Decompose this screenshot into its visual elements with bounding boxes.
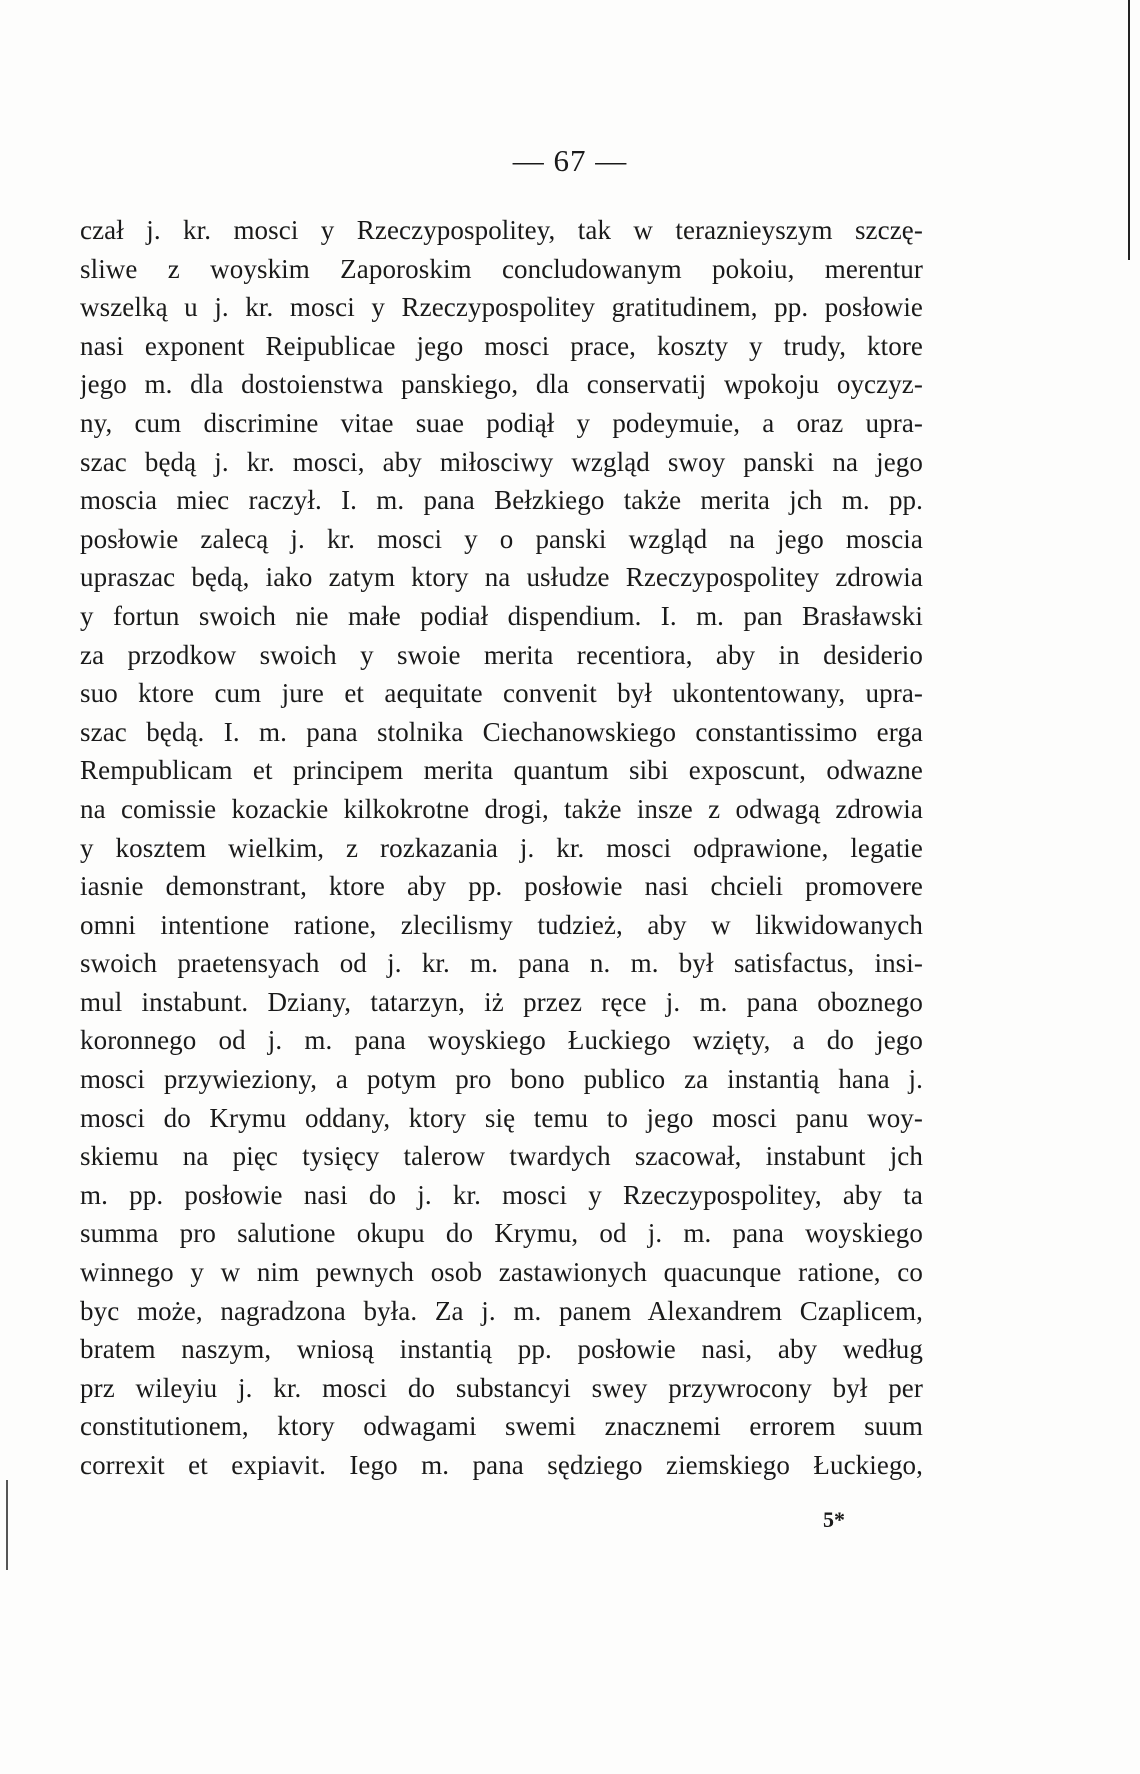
text-line: summa pro salutione okupu do Krymu, od j. m. pana woyskiego <box>80 1218 923 1249</box>
text-line: szac będą. I. m. pana stolnika Ciechanowskiego constantissimo erga <box>80 716 923 747</box>
text-line: jego m. dla dostoienstwa panskiego, dla conservatij wpokoju oyczyz- <box>80 369 923 400</box>
text-line: y kosztem wielkim, z rozkazania j. kr. mosci odprawione, legatie <box>80 832 923 863</box>
text-line: swoich praetensyach od j. kr. m. pana n. m. był satisfactus, insi- <box>80 948 923 979</box>
text-line: y fortun swoich nie małe podiał dispendium. I. m. pan Brasławski <box>80 600 923 631</box>
text-line: bratem naszym, wniosą instantią pp. posłowie nasi, aby według <box>80 1334 923 1365</box>
text-line: nasi exponent Reipublicae jego mosci prace, koszty y trudy, ktore <box>80 330 923 361</box>
text-line: ny, cum discrimine vitae suae podiął y podeymuie, a oraz upra- <box>80 407 923 438</box>
text-line: mul instabunt. Dziany, tatarzyn, iż przez ręce j. m. pana oboznego <box>80 986 923 1017</box>
text-line: skiemu na pięc tysięcy talerow twardych szacował, instabunt jch <box>80 1141 923 1172</box>
text-line: m. pp. posłowie nasi do j. kr. mosci y Rzeczypospolitey, aby ta <box>80 1179 923 1210</box>
text-line: suo ktore cum jure et aequitate convenit był ukontentowany, upra- <box>80 678 923 709</box>
page-edge-mark <box>6 1480 8 1570</box>
text-line: mosci do Krymu oddany, ktory się temu to jego mosci panu woy- <box>80 1102 923 1133</box>
text-line: upraszac będą, iako zatym ktory na usłudze Rzeczypospolitey zdrowia <box>80 562 923 593</box>
text-line: prz wileyiu j. kr. mosci do substancyi swey przywrocony był per <box>80 1372 923 1403</box>
text-line: mosci przywieziony, a potym pro bono publico za instantią hana j. <box>80 1064 923 1095</box>
text-line: czał j. kr. mosci y Rzeczypospolitey, tak w teraznieyszym szczę- <box>80 215 923 245</box>
body-text <box>80 211 923 1485</box>
text-line: correxit et expiavit. Iego m. pana sędziego ziemskiego Łuckiego, <box>80 1450 923 1480</box>
page-edge-shadow <box>1128 0 1130 260</box>
text-line: constitutionem, ktory odwagami swemi znacznemi errorem suum <box>80 1411 923 1442</box>
text-line: posłowie zalecą j. kr. mosci y o panski wzgląd na jego moscia <box>80 523 923 554</box>
text-line: szac będą j. kr. mosci, aby miłosciwy wzgląd swoy panski na jego <box>80 446 923 477</box>
text-line: moscia miec raczył. I. m. pana Bełzkiego także merita jch m. pp. <box>80 485 923 516</box>
text-line: winnego y w nim pewnych osob zastawionych quacunque ratione, co <box>80 1257 923 1288</box>
text-line: omni intentione ratione, zlecilismy tudzież, aby w likwidowanych <box>80 909 923 940</box>
text-line: sliwe z woyskim Zaporoskim concludowanym pokoiu, merentur <box>80 253 923 284</box>
text-line: koronnego od j. m. pana woyskiego Łuckiego wzięty, a do jego <box>80 1025 923 1056</box>
text-line: Rempublicam et principem merita quantum sibi exposcunt, odwazne <box>80 755 923 786</box>
text-line: byc może, nagradzona była. Za j. m. panem Alexandrem Czaplicem, <box>80 1295 923 1326</box>
text-line: wszelką u j. kr. mosci y Rzeczypospolitey gratitudinem, pp. posłowie <box>80 292 923 323</box>
signature-mark: 5* <box>823 1507 845 1532</box>
page-number: — 67 — <box>512 143 628 178</box>
text-line: iasnie demonstrant, ktore aby pp. posłowie nasi chcieli promovere <box>80 871 923 902</box>
text-line: na comissie kozackie kilkokrotne drogi, także insze z odwagą zdrowia <box>80 793 923 824</box>
text-line: za przodkow swoich y swoie merita recentiora, aby in desiderio <box>80 639 923 670</box>
